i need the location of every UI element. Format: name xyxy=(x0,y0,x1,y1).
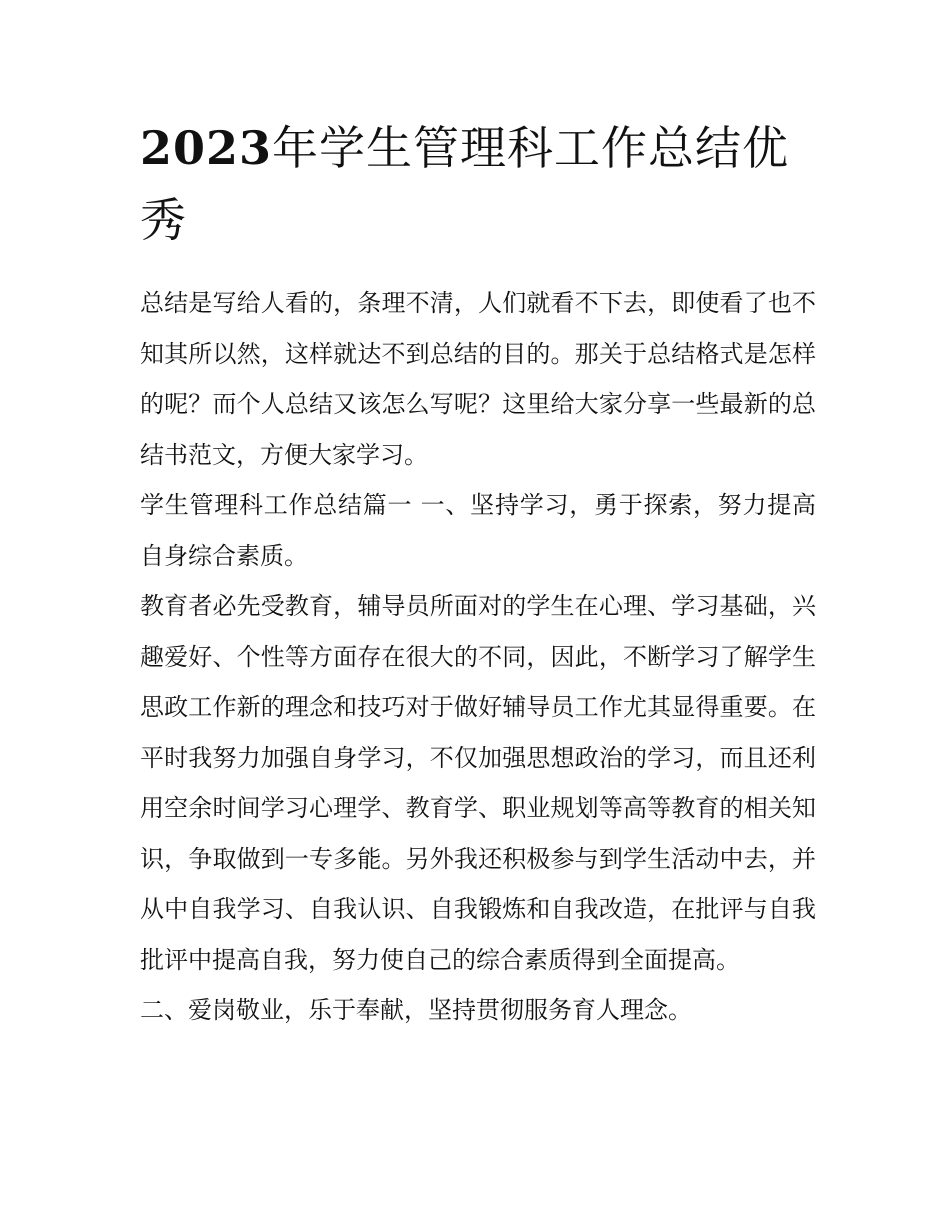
title-text: 年学生管理科工作总结优秀 xyxy=(140,121,790,247)
paragraph-section-1-body: 教育者必先受教育，辅导员所面对的学生在心理、学习基础，兴趣爱好、个性等方面存在很大的不同，因此，不断学习了解学生思政工作新的理念和技巧对于做好辅导员工作尤其显得重要。在平时我努力加强自身学习，不仅加强思想政治的学习，而且还利用空余时间学习心理学、教育学、职业规划等高等教育的相关知识，争取做到一专多能。另外我还积极参与到学生活动中去，并从中自我学习、自我认识、自我锻炼和自我改造，在批评与自我批评中提高自我，努力使自己的综合素质得到全面提高。 xyxy=(140,592,816,974)
paragraph-intro: 总结是写给人看的，条理不清，人们就看不下去，即使看了也不知其所以然，这样就达不到总结的目的。那关于总结格式是怎样的呢？而个人总结又该怎么写呢？这里给大家分享一些最新的总结书范文，方便大家学习。 xyxy=(140,289,816,469)
paragraph-section-1-heading: 学生管理科工作总结篇一 一、坚持学习，勇于探索，努力提高自身综合素质。 xyxy=(140,491,816,570)
paragraph-section-2-heading: 二、爱岗敬业，乐于奉献，坚持贯彻服务育人理念。 xyxy=(140,996,692,1024)
title-year: 2023 xyxy=(140,121,273,175)
document-page xyxy=(140,112,820,1036)
document-title xyxy=(140,112,810,256)
